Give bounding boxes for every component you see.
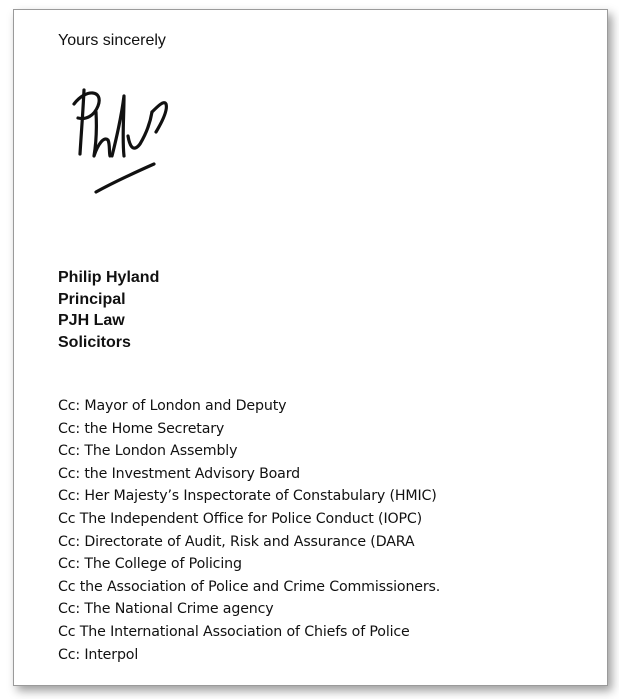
cc-list: [58, 395, 440, 666]
cc-item: Cc: The London Assembly: [58, 443, 238, 460]
cc-item: Cc: the Investment Advisory Board: [58, 465, 301, 482]
cc-item: Cc The International Association of Chiefs of Police: [58, 623, 410, 640]
cc-item: Cc: the Home Secretary: [58, 420, 225, 437]
signature-block: [58, 267, 159, 353]
signature-icon: [66, 82, 178, 200]
cc-item: Cc the Association of Police and Crime Commissioners.: [58, 578, 441, 595]
cc-item: Cc: Directorate of Audit, Risk and Assurance (DARA: [58, 533, 415, 550]
signatory-firm: PJH Law: [58, 312, 125, 329]
closing-text: Yours sincerely: [58, 32, 166, 49]
signatory-name: Philip Hyland: [58, 269, 160, 286]
cc-item: Cc: The National Crime agency: [58, 601, 274, 618]
signatory-title: Principal: [58, 290, 126, 308]
cc-item: Cc The Independent Office for Police Conduct (IOPC): [58, 510, 423, 527]
letter-page: [13, 9, 608, 686]
cc-item: Cc: Mayor of London and Deputy: [58, 398, 287, 414]
cc-item: Cc: Her Majesty’s Inspectorate of Constabulary (HMIC): [58, 488, 437, 505]
cc-item: Cc: Interpol: [58, 646, 139, 663]
signatory-practice: Solicitors: [58, 333, 131, 351]
cc-item: Cc: The College of Policing: [58, 556, 242, 573]
